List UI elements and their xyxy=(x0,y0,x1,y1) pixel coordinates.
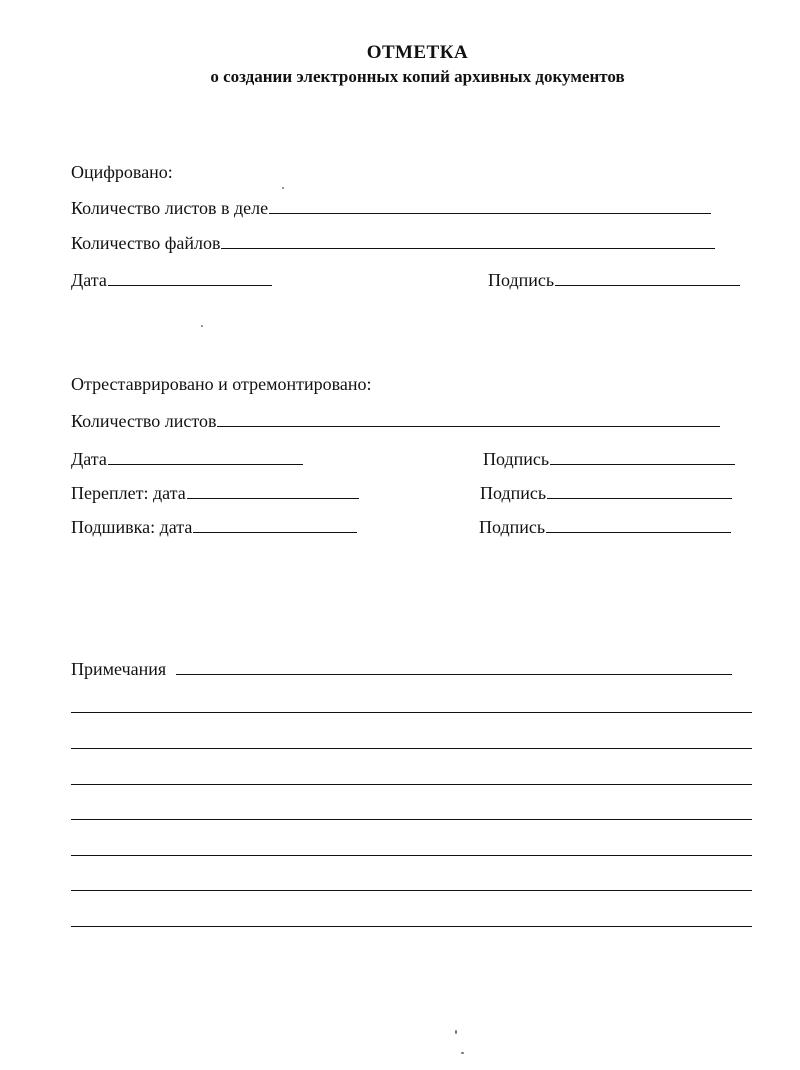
notes-line-1[interactable] xyxy=(71,712,752,713)
notes-line-2[interactable] xyxy=(71,748,752,749)
notes-row xyxy=(71,659,732,680)
notes-line-5[interactable] xyxy=(71,855,752,856)
restored-signature-field[interactable] xyxy=(550,463,735,465)
digitized-date-row xyxy=(71,270,272,291)
restored-date-label: Дата xyxy=(71,449,107,469)
stitching-signature-label: Подпись xyxy=(479,517,546,537)
binding-date-field[interactable] xyxy=(187,497,359,499)
restored-signature-label: Подпись xyxy=(483,449,550,469)
restored-date-field[interactable] xyxy=(108,463,303,465)
binding-date-row xyxy=(71,483,359,504)
restored-sheets-row xyxy=(71,411,720,432)
digitized-signature-label: Подпись xyxy=(488,270,555,290)
digitized-sheets-field[interactable] xyxy=(269,212,711,214)
restored-sheets-label: Количество листов xyxy=(71,411,217,431)
digitized-sheets-row xyxy=(71,198,711,219)
restored-signature-row xyxy=(483,449,735,470)
digitized-sheets-label: Количество листов в деле xyxy=(71,198,269,218)
binding-signature-label: Подпись xyxy=(480,483,547,503)
digitized-signature-row xyxy=(488,270,740,291)
digitized-date-field[interactable] xyxy=(108,284,272,286)
notes-line-3[interactable] xyxy=(71,784,752,785)
notes-line-7[interactable] xyxy=(71,926,752,927)
restored-date-row xyxy=(71,449,303,470)
notes-line-6[interactable] xyxy=(71,890,752,891)
scan-speck xyxy=(201,325,203,327)
digitized-files-row xyxy=(71,233,715,254)
digitized-signature-field[interactable] xyxy=(555,284,740,286)
restored-sheets-field[interactable] xyxy=(217,425,720,427)
stitching-signature-row xyxy=(479,517,731,538)
scan-speck xyxy=(461,1052,464,1054)
form-subtitle: о создании электронных копий архивных документов xyxy=(210,67,625,86)
notes-label: Примечания xyxy=(71,659,167,679)
digitized-files-field[interactable] xyxy=(221,247,715,249)
stitching-date-row xyxy=(71,517,357,538)
digitized-date-label: Дата xyxy=(71,270,107,290)
stitching-date-field[interactable] xyxy=(193,531,357,533)
notes-field[interactable] xyxy=(176,673,732,675)
binding-signature-field[interactable] xyxy=(547,497,732,499)
scan-speck xyxy=(282,187,284,189)
notes-line-4[interactable] xyxy=(71,819,752,820)
binding-date-label: Переплет: дата xyxy=(71,483,186,503)
stitching-date-label: Подшивка: дата xyxy=(71,517,193,537)
binding-signature-row xyxy=(480,483,732,504)
form-title: ОТМЕТКА xyxy=(366,42,469,63)
stitching-signature-field[interactable] xyxy=(546,531,731,533)
scan-speck xyxy=(455,1030,457,1034)
digitized-files-label: Количество файлов xyxy=(71,233,221,253)
restored-heading: Отреставрировано и отремонтировано: xyxy=(71,374,372,394)
digitized-heading: Оцифровано: xyxy=(71,162,173,182)
